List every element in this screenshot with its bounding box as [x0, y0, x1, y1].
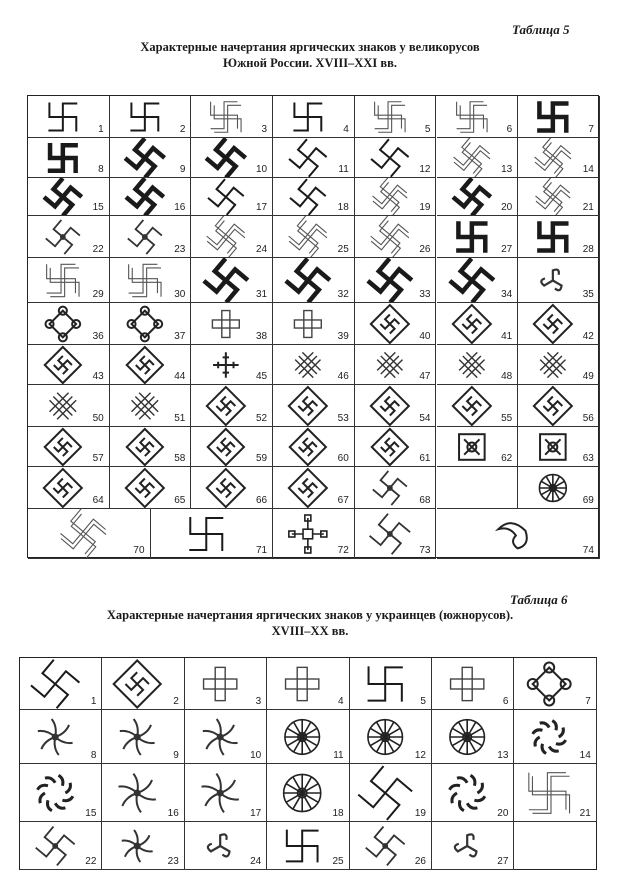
table5-cell-69	[518, 467, 600, 509]
table5-cell-24	[191, 216, 273, 258]
sign-number: 17	[250, 808, 262, 819]
table5-cell-66	[191, 467, 273, 509]
table5-cell-29	[28, 258, 110, 303]
table6-cell-14	[514, 710, 596, 764]
table5-cell-23	[110, 216, 192, 258]
sign-number: 63	[582, 453, 594, 464]
table6-cell-6	[432, 658, 514, 710]
sign-number: 19	[419, 202, 431, 213]
sign-number: 29	[92, 289, 104, 300]
table5-cell-57	[28, 427, 110, 467]
table6-cell-24	[185, 822, 267, 870]
table5-cell-50	[28, 385, 110, 427]
table5-cell-32	[273, 258, 355, 303]
sign-number: 41	[501, 331, 513, 342]
table6-cell-9	[102, 710, 184, 764]
table5-cell-34	[437, 258, 519, 303]
table5-cell-13	[437, 138, 519, 178]
table5-cell-49	[518, 345, 600, 385]
sign-number: 12	[414, 750, 426, 761]
sign-number: 18	[332, 808, 344, 819]
table5-cell-42	[518, 303, 600, 345]
table5-cell-16	[110, 178, 192, 216]
sign-number: 69	[582, 495, 594, 506]
sign-number: 21	[579, 808, 591, 819]
sign-number: 52	[255, 413, 268, 424]
table6-label: Таблица 6	[510, 592, 568, 607]
table5-cell-37	[110, 303, 192, 345]
sign-number: 8	[90, 750, 97, 761]
table5-cell-47	[355, 345, 437, 385]
sign-number: 26	[419, 244, 431, 255]
table5-cell-8	[28, 138, 110, 178]
sign-number: 20	[497, 808, 509, 819]
table5-title-line2: Южной России. XVIII–XXI вв.	[223, 56, 397, 70]
table5-cell-48	[437, 345, 519, 385]
sign-number: 5	[424, 124, 431, 135]
table5-cell-18	[273, 178, 355, 216]
sign-number: 46	[337, 371, 349, 382]
table5-cell-54	[355, 385, 437, 427]
table5-cell-2	[110, 96, 192, 138]
table5-cell-58	[110, 427, 192, 467]
sign-number: 58	[174, 453, 186, 464]
table5-cell-44	[110, 345, 192, 385]
table6-cell-23	[102, 822, 184, 870]
sign-number: 37	[174, 331, 186, 342]
sign-number: 5	[420, 696, 426, 707]
table5-cell-15	[28, 178, 110, 216]
table5-cell-38	[191, 303, 273, 345]
table6-title-line1: Характерные начертания яргических знаков у украинцев (южнорусов).	[106, 608, 514, 622]
sign-number: 71	[255, 545, 268, 556]
sign-number: 68	[419, 495, 431, 506]
sign-number: 25	[332, 856, 344, 867]
sign-number: 25	[337, 244, 349, 255]
table6-cell-5	[350, 658, 432, 710]
table6-cell-8	[20, 710, 102, 764]
table5-cell-61	[355, 427, 437, 467]
table6-cell-1	[20, 658, 102, 710]
table5-cell-45	[191, 345, 273, 385]
table5-grid	[27, 95, 599, 558]
sign-number: 20	[501, 202, 513, 213]
sign-number: 14	[579, 750, 591, 761]
table5-cell-empty	[437, 467, 519, 509]
table6-cell-10	[185, 710, 267, 764]
sign-number: 60	[337, 453, 349, 464]
sign-number: 53	[337, 413, 349, 424]
table5-label: Таблица 5	[512, 22, 570, 37]
sign-number: 9	[173, 750, 179, 761]
sign-number: 16	[174, 202, 186, 213]
table5-cell-43	[28, 345, 110, 385]
sign-number: 12	[419, 164, 431, 175]
table5-cell-55	[437, 385, 519, 427]
table5-cell-21	[518, 178, 600, 216]
table6-cell-27	[432, 822, 514, 870]
table6-cell-13	[432, 710, 514, 764]
table6-cell-2	[102, 658, 184, 710]
table6-cell-25	[267, 822, 349, 870]
sign-number: 59	[255, 453, 268, 464]
sign-number: 33	[419, 289, 431, 300]
table5-cell-39	[273, 303, 355, 345]
sign-number: 48	[501, 371, 513, 382]
sign-number: 39	[337, 331, 349, 342]
sign-number: 21	[582, 202, 594, 213]
sign-number: 3	[261, 124, 268, 135]
sign-number: 70	[133, 545, 145, 556]
sign-number: 23	[174, 244, 186, 255]
sign-number: 28	[582, 244, 594, 255]
table5-cell-51	[110, 385, 192, 427]
table5-cell-60	[273, 427, 355, 467]
table5-cell-10	[191, 138, 273, 178]
sign-number: 36	[92, 331, 104, 342]
table5-cell-14	[518, 138, 600, 178]
sign-number: 54	[419, 413, 431, 424]
table5-cell-73	[355, 509, 437, 559]
sign-number: 11	[333, 750, 344, 761]
table5-cell-36	[28, 303, 110, 345]
sign-number: 73	[419, 545, 431, 556]
sign-number: 8	[98, 164, 104, 175]
table5-cell-40	[355, 303, 437, 345]
table6-cell-15	[20, 764, 102, 822]
sign-number: 66	[255, 495, 268, 506]
sign-number: 2	[179, 124, 186, 135]
comma-swirl-icon	[437, 509, 600, 559]
table6-cell-7	[514, 658, 596, 710]
sign-number: 40	[419, 331, 431, 342]
sign-number: 44	[174, 371, 186, 382]
table5-cell-27	[437, 216, 519, 258]
table6-cell-19	[350, 764, 432, 822]
sign-number: 30	[174, 289, 186, 300]
table6-cell-3	[185, 658, 267, 710]
sign-number: 64	[92, 495, 104, 506]
sign-number: 23	[167, 856, 179, 867]
sign-number: 42	[582, 331, 594, 342]
table5-cell-70	[28, 509, 151, 559]
sign-number: 32	[337, 289, 349, 300]
sign-number: 49	[582, 371, 594, 382]
sign-number: 7	[588, 124, 594, 135]
table5-cell-35	[518, 258, 600, 303]
table5-cell-17	[191, 178, 273, 216]
table5-cell-25	[273, 216, 355, 258]
table6-cell-22	[20, 822, 102, 870]
table5-cell-19	[355, 178, 437, 216]
sign-number: 15	[85, 808, 97, 819]
swastika-outline-icon	[151, 509, 274, 559]
sign-number: 17	[255, 202, 268, 213]
table6-cell-11	[267, 710, 349, 764]
sign-number: 2	[173, 696, 179, 707]
table5-cell-46	[273, 345, 355, 385]
table5-cell-64	[28, 467, 110, 509]
sign-number: 27	[501, 244, 513, 255]
sign-number: 57	[92, 453, 104, 464]
sign-number: 43	[92, 371, 104, 382]
table6-cell-17	[185, 764, 267, 822]
sign-number: 14	[582, 164, 594, 175]
swastika-double-tilt-icon	[28, 509, 151, 559]
table5-title-line1: Характерные начертания яргических знаков у великорусов	[140, 40, 480, 54]
sign-number: 1	[90, 696, 97, 707]
table6-cell-4	[267, 658, 349, 710]
table5-cell-53	[273, 385, 355, 427]
sign-number: 67	[337, 495, 349, 506]
sign-number: 9	[179, 164, 186, 175]
sign-number: 74	[582, 545, 594, 556]
sign-number: 72	[337, 545, 349, 556]
sign-number: 22	[92, 244, 104, 255]
table5-cell-7	[518, 96, 600, 138]
sign-number: 4	[338, 696, 344, 707]
sign-number: 35	[582, 289, 594, 300]
table5-cell-22	[28, 216, 110, 258]
sign-number: 16	[167, 808, 179, 819]
table5-cell-1	[28, 96, 110, 138]
sign-number: 27	[497, 856, 509, 867]
sign-number: 34	[501, 289, 513, 300]
sign-number: 65	[174, 495, 186, 506]
sign-number: 3	[255, 696, 262, 707]
sign-number: 15	[92, 202, 104, 213]
table6-title-line2: XVIII–XX вв.	[271, 624, 349, 638]
sign-number: 10	[250, 750, 262, 761]
table5-cell-4	[273, 96, 355, 138]
table6-cell-18	[267, 764, 349, 822]
sign-number: 50	[92, 413, 104, 424]
sign-number: 45	[255, 371, 268, 382]
sign-number: 1	[98, 124, 104, 135]
sign-number: 10	[255, 164, 268, 175]
table5-cell-62	[437, 427, 519, 467]
table6-grid	[19, 657, 597, 870]
table5-cell-56	[518, 385, 600, 427]
table5-cell-20	[437, 178, 519, 216]
sign-number: 18	[337, 202, 349, 213]
sign-number: 47	[419, 371, 431, 382]
table5-cell-26	[355, 216, 437, 258]
table5-cell-72	[273, 509, 355, 559]
table5-cell-67	[273, 467, 355, 509]
sign-number: 13	[501, 164, 513, 175]
table5-cell-41	[437, 303, 519, 345]
sign-number: 31	[255, 289, 268, 300]
table5-cell-9	[110, 138, 192, 178]
table5-cell-12	[355, 138, 437, 178]
table5-cell-33	[355, 258, 437, 303]
sign-number: 61	[419, 453, 431, 464]
table5-cell-63	[518, 427, 600, 467]
sign-number: 24	[255, 244, 268, 255]
sign-number: 19	[414, 808, 426, 819]
table5-cell-65	[110, 467, 192, 509]
table5-cell-68	[355, 467, 437, 509]
sign-number: 62	[501, 453, 513, 464]
table5-cell-6	[437, 96, 519, 138]
sign-number: 26	[414, 856, 426, 867]
sign-number: 22	[85, 856, 97, 867]
sign-number: 11	[338, 164, 349, 175]
table6-cell-16	[102, 764, 184, 822]
table5-cell-3	[191, 96, 273, 138]
sign-number: 56	[582, 413, 594, 424]
table5-cell-28	[518, 216, 600, 258]
table5-cell-71	[151, 509, 274, 559]
table5-cell-74	[437, 509, 600, 559]
sign-number: 55	[501, 413, 513, 424]
sign-number: 6	[506, 124, 513, 135]
sign-number: 6	[502, 696, 509, 707]
sign-number: 13	[497, 750, 509, 761]
sign-number: 4	[343, 124, 349, 135]
sign-number: 24	[250, 856, 262, 867]
table6-cell-12	[350, 710, 432, 764]
table5-cell-59	[191, 427, 273, 467]
table5-cell-52	[191, 385, 273, 427]
table5-cell-31	[191, 258, 273, 303]
table6-cell-26	[350, 822, 432, 870]
table6-cell-21	[514, 764, 596, 822]
table5-cell-30	[110, 258, 192, 303]
table6-cell-20	[432, 764, 514, 822]
table5-cell-5	[355, 96, 437, 138]
sign-number: 7	[585, 696, 591, 707]
table5-cell-11	[273, 138, 355, 178]
sign-number: 51	[174, 413, 186, 424]
sign-number: 38	[255, 331, 268, 342]
